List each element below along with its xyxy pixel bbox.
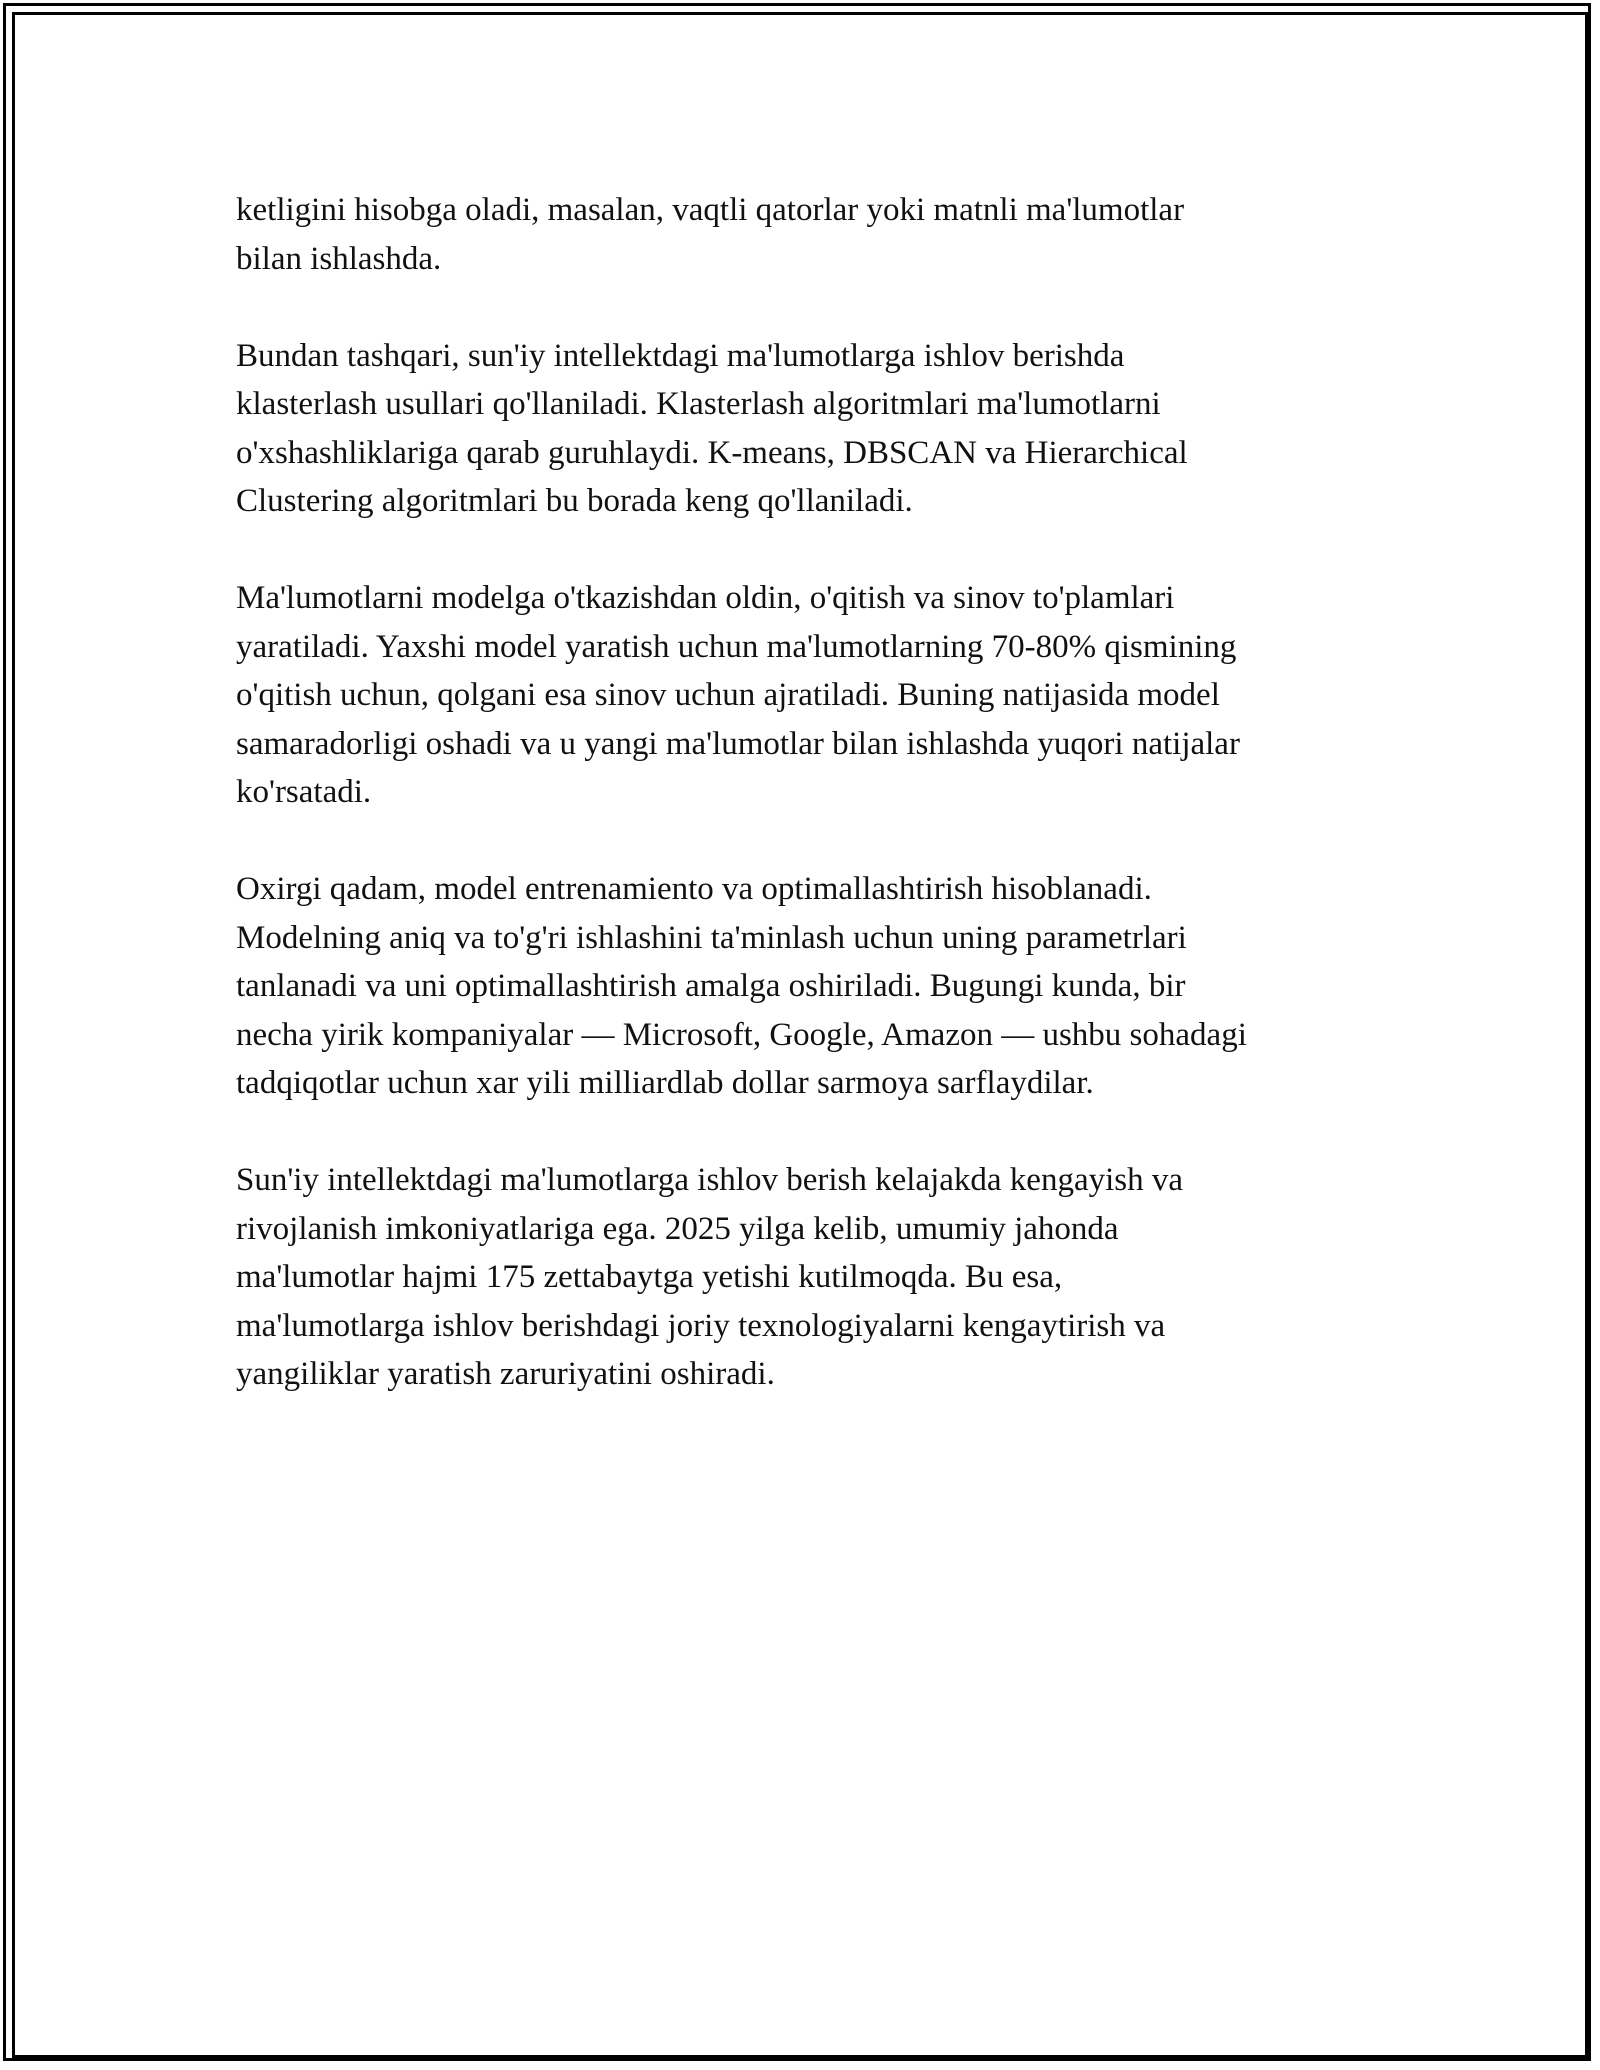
paragraph-2: Bundan tashqari, sun'iy intellektdagi ma'lumotlarga ishlov berishda klasterlash usullari qo'llaniladi. Klasterlash algoritmlari ma'lumotlarni o'xshashliklariga qarab guruhlaydi. K-means, DBSCAN va Hierarchical Clustering algoritmlari bu borada keng qo'llaniladi. [236,337,1188,519]
document-body [236,186,1366,1447]
paragraph-1: ketligini hisobga oladi, masalan, vaqtli qatorlar yoki matnli ma'lumotlar bilan ishlashda. [236,192,1185,277]
paragraph-4: Oxirgi qadam, model entrenamiento va optimallashtirish hisoblanadi. Modelning aniq va to'g'ri ishlashini ta'minlash uchun uning parametrlari tanlanadi va uni optimallashtirish amalga oshiriladi. Bugungi kunda, bir necha yirik kompaniyalar — Microsoft, Google, Amazon — ushbu sohadagi tadqiqotlar uchun xar yili milliardlab dollar sarmoya sarflaydilar. [236,871,1247,1101]
paragraph-3: Ma'lumotlarni modelga o'tkazishdan oldin, o'qitish va sinov to'plamlari yaratiladi. Yaxshi model yaratish uchun ma'lumotlarning 70-80% qismining o'qitish uchun, qolgani esa sinov uchun ajratiladi. Buning natijasida model samaradorligi oshadi va u yangi ma'lumotlar bilan ishlashda yuqori natijalar ko'rsatadi. [236,580,1240,810]
paragraph-5: Sun'iy intellektdagi ma'lumotlarga ishlov berish kelajakda kengayish va rivojlanish imkoniyatlariga ega. 2025 yilga kelib, umumiy jahonda ma'lumotlar hajmi 175 zettabaytga yetishi kutilmoqda. Bu esa, ma'lumotlarga ishlov berishdagi joriy texnologiyalarni kengaytirish va yangiliklar yaratish zaruriyatini oshiradi. [236,1162,1183,1392]
